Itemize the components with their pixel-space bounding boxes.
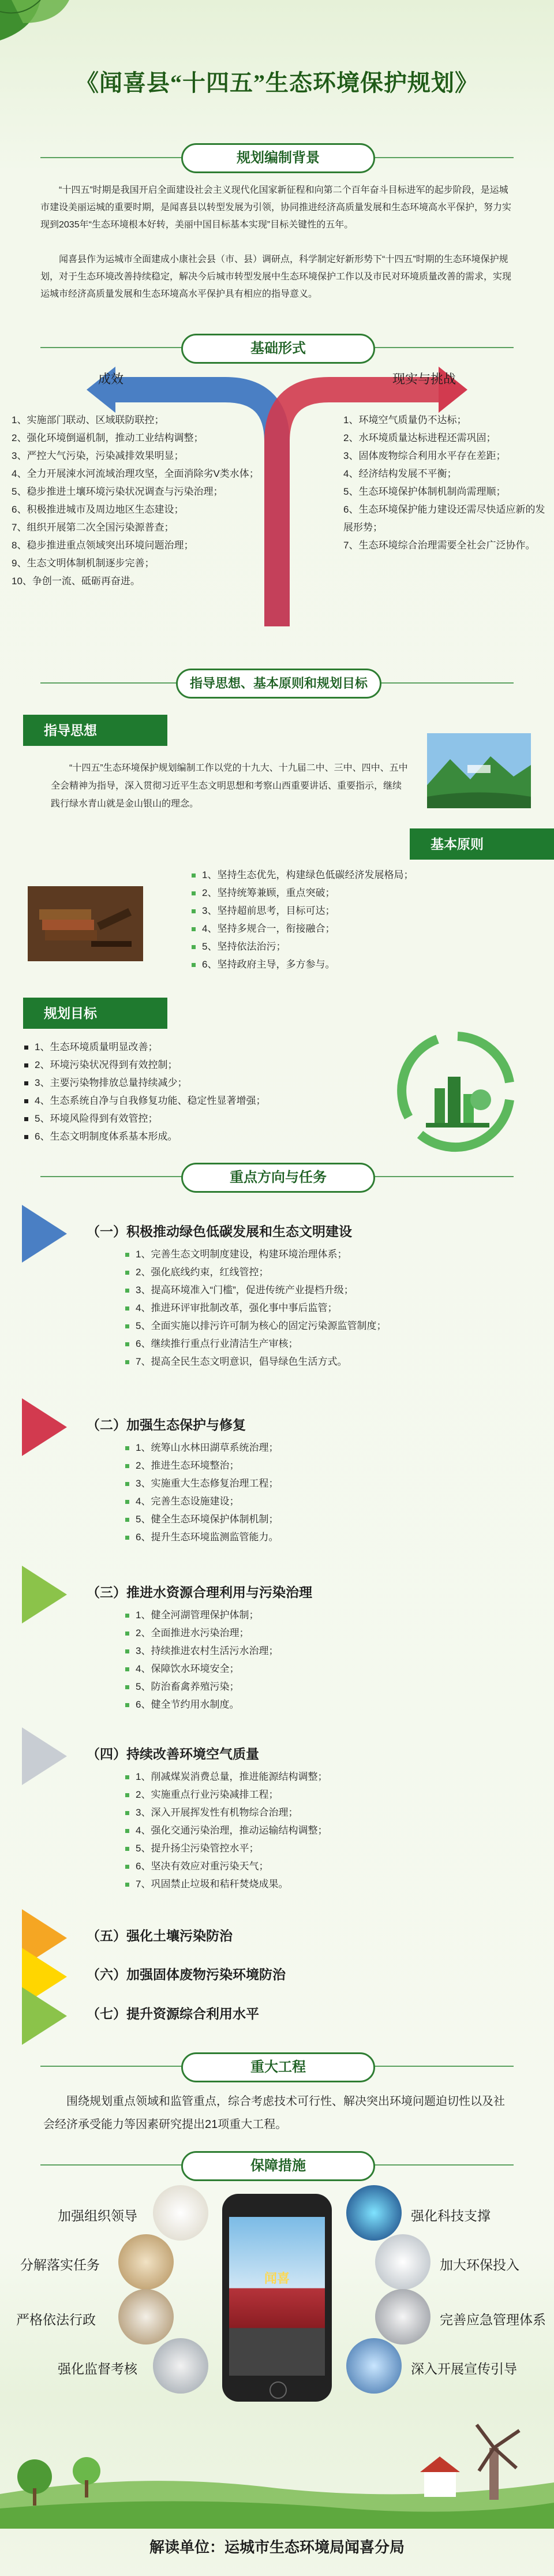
goal-item: 3、主要污染物排放总量持续减少； [23,1074,369,1092]
task-item: 4、保障饮水环境安全； [124,1660,528,1678]
section-heading-background: 规划编制背景 [181,143,375,173]
principle-item: 6、坚持政府主导，多方参与。 [190,955,444,973]
challenge-item: 6、生态环境保护能力建设还需尽快适应新的发展形势； [343,504,545,533]
goals-list [23,1038,369,1145]
landscape-illustration [0,2407,554,2529]
recycle-city-icon [385,1025,530,1158]
measure-env-investment: 加大环保投入 [440,2257,519,2272]
task-group-list [124,1245,528,1371]
challenge-item: 5、生态环境保护体制机制尚需理顺； [343,486,506,497]
challenge-item: 3、固体废物综合利用水平存在差距； [343,450,506,461]
mountain-landscape-image [427,733,531,808]
tag-basic-principles: 基本原则 [410,828,554,860]
task-item: 6、坚决有效应对重污染天气； [124,1857,528,1875]
leaf-decoration-icon [0,0,92,52]
tag-guiding-thought: 指导思想 [23,715,167,746]
measure-decompose-tasks: 分解落实任务 [20,2257,100,2272]
task-group-title: （七）提升资源综合利用水平 [87,2006,259,2021]
guiding-thought-text: “十四五”生态环境保护规划编制工作以党的十九大、十九届二中、三中、四中、五中全会精神为指导，深入贯彻习近平生态文明思想和考察山西重要讲话、重要指示，继续践行绿水青山就是金山银山的理念。 [51,763,408,809]
task-group-title: （四）持续改善环境空气质量 [87,1746,259,1761]
task-item: 2、全面推进水污染治理； [124,1624,528,1642]
measure-law-enforcement: 严格依法行政 [16,2312,96,2327]
task-item: 2、推进生态环境整治； [124,1457,528,1474]
achievement-item: 6、积极推进城市及周边地区生态建设； [12,504,184,515]
task-item: 1、完善生态文明制度建设，构建环境治理体系； [124,1245,528,1263]
emergency-image [375,2289,431,2344]
task-marker-icon [22,1987,67,2045]
task-item: 1、削减煤炭消费总量，推进能源结构调整； [124,1768,528,1786]
goal-item: 4、生态系统自净与自我修复功能、稳定性显著增强； [23,1092,369,1110]
task-item: 1、统筹山水林田湖草系统治理； [124,1439,528,1457]
achievement-item: 5、稳步推进土壤环境污染状况调查与污染治理； [12,486,223,497]
technology-image [346,2185,402,2241]
task-group-title: （六）加强固体废物污染环境防治 [87,1967,286,1982]
task-item: 6、提升生态环境监测监管能力。 [124,1528,528,1546]
measure-supervision-assessment: 强化监督考核 [58,2361,137,2376]
challenges-list [343,411,548,554]
task-item: 4、推进环评审批制改革，强化事中事后监管； [124,1299,528,1317]
phone-screen [229,2217,325,2376]
task-item: 2、强化底线约束，红线管控； [124,1263,528,1281]
task-item: 5、健全生态环境保护体制机制； [124,1510,528,1528]
task-group-list [124,1439,528,1546]
task-item: 5、提升扬尘污染管控水平； [124,1839,528,1857]
measure-organization-leadership: 加强组织领导 [58,2208,137,2223]
challenge-item: 4、经济结构发展不平衡； [343,468,457,479]
task-group-title: （一）积极推动绿色低碳发展和生态文明建设 [87,1224,352,1239]
phone-graphic [222,2194,332,2402]
task-item: 6、健全节约用水制度。 [124,1696,528,1713]
footer-author: 解读单位：运城市生态环境局闻喜分局 [149,2539,405,2556]
phone-home-button [269,2381,287,2399]
inspection-image [153,2338,208,2394]
gavel-image [118,2289,174,2344]
section-heading-projects: 重大工程 [181,2052,375,2082]
task-group-title: （五）强化土壤污染防治 [87,1928,233,1943]
achievement-item: 1、实施部门联动、区域联防联控； [12,415,164,425]
achievement-item: 3、严控大气污染，污染减排效果明显； [12,450,184,461]
section-heading-tasks: 重点方向与任务 [181,1163,375,1193]
task-group-list [124,1768,528,1893]
task-marker-icon [22,1398,67,1456]
principle-item: 4、坚持多规合一，衔接融合； [190,920,444,938]
achievement-item: 8、稳步推进重点领域突出环境问题治理； [12,540,194,551]
teamwork-image [118,2234,174,2290]
task-marker-icon [22,1727,67,1785]
goal-item: 6、生态文明制度体系基本形成。 [23,1128,369,1145]
task-item: 3、提高环境准入“门槛”，促进传统产业提档升级； [124,1281,528,1299]
task-item: 4、完善生态设施建设； [124,1492,528,1510]
principle-item: 5、坚持依法治污； [190,938,444,955]
meeting-image [153,2185,208,2241]
task-marker-icon [22,1205,67,1263]
task-item: 5、全面实施以排污许可制为核心的固定污染源监管制度； [124,1317,528,1335]
task-group-list [124,1606,528,1713]
task-item: 3、实施重大生态修复治理工程； [124,1474,528,1492]
law-books-gavel-image [28,886,143,961]
measure-publicity: 深入开展宣传引导 [411,2361,517,2376]
achievement-item: 7、组织开展第二次全国污染源普查； [12,522,174,533]
task-group-title: （三）推进水资源合理利用与污染治理 [87,1585,312,1600]
task-item: 7、提高全民生态文明意识，倡导绿色生活方式。 [124,1353,528,1371]
task-item: 4、强化交通污染治理，推动运输结构调整； [124,1821,528,1839]
achievement-item: 4、全力开展涑水河流域治理攻坚，全面消除劣V类水体； [12,468,259,479]
task-group-title: （二）加强生态保护与修复 [87,1417,246,1432]
background-paragraph-2: 闻喜县作为运城市全面建成小康社会县（市、县）调研点，科学制定好新形势下“十四五”时期的生态环境保护规划，对于生态环境改善持续稳定，解决今后城市转型发展中生态环境保护工作以及市民对环境质量改善的需求，实现运城市经济高质量发展和生态环境高水平保护具有相应的指导意义。 [40,255,512,299]
challenges-label: 现实与挑战 [392,372,456,386]
achievement-item: 10、争创一流、砥砺再奋进。 [12,576,140,587]
goal-item: 2、环境污染状况得到有效控制； [23,1056,369,1074]
publicity-image [346,2338,402,2394]
achievement-item: 9、生态文明体制机制逐步完善； [12,558,155,569]
section-heading-basics: 基础形式 [181,334,375,364]
page-title: 《闻喜县“十四五”生态环境保护规划》 [76,70,478,96]
measure-emergency-management: 完善应急管理体系 [440,2312,546,2327]
task-item: 3、深入开展挥发性有机物综合治理； [124,1804,528,1821]
principle-item: 2、坚持统筹兼顾，重点突破； [190,884,444,902]
goal-item: 5、环境风险得到有效管控； [23,1110,369,1128]
task-marker-icon [22,1566,67,1623]
challenge-item: 7、生态环境综合治理需要全社会广泛协作。 [343,540,536,551]
measure-tech-support: 强化科技支撑 [411,2208,491,2223]
achievement-item: 2、强化环境倒逼机制，推动工业结构调整； [12,432,204,443]
projects-text: 围绕规划重点领域和监管重点，综合考虑技术可行性、解决突出环境问题迫切性以及社会经济承受能力等因素研究提出21项重大工程。 [43,2095,505,2131]
principles-list [190,866,444,973]
task-item: 1、健全河湖管理保护体制； [124,1606,528,1624]
goal-item: 1、生态环境质量明显改善； [23,1038,369,1056]
task-item: 5、防治畜禽养殖污染； [124,1678,528,1696]
challenge-item: 1、环境空气质量仍不达标； [343,415,467,425]
tag-planning-goals: 规划目标 [23,998,167,1029]
section-heading-guidance: 指导思想、基本原则和规划目标 [176,669,381,699]
task-item: 6、继续推行重点行业清洁生产审核； [124,1335,528,1353]
achievements-label: 成效 [98,372,124,386]
investment-image [375,2234,431,2290]
task-item: 3、持续推进农村生活污水治理； [124,1642,528,1660]
task-item: 7、巩固禁止垃圾和秸秆焚烧成果。 [124,1875,528,1893]
achievements-list [12,411,260,590]
challenge-item: 2、水环境质量达标进程还需巩固； [343,432,496,443]
principle-item: 1、坚持生态优先，构建绿色低碳经济发展格局； [190,866,444,884]
phone-screen-caption: 闻喜 [264,2271,290,2286]
section-heading-measures: 保障措施 [181,2151,375,2181]
principle-item: 3、坚持超前思考，目标可达； [190,902,444,920]
background-paragraph-1: “十四五”时期是我国开启全面建设社会主义现代化国家新征程和向第二个百年奋斗目标进军的起步阶段，是运城市建设美丽运城的重要时期，是闻喜县以转型发展为引领，协同推进经济高质量发展和生态环境高水平保护，努力实现到2035年“生态环境根本好转，美丽中国目标基本实现”目标关键性的五年。 [40,185,512,230]
task-item: 2、实施重点行业污染减排工程； [124,1786,528,1804]
